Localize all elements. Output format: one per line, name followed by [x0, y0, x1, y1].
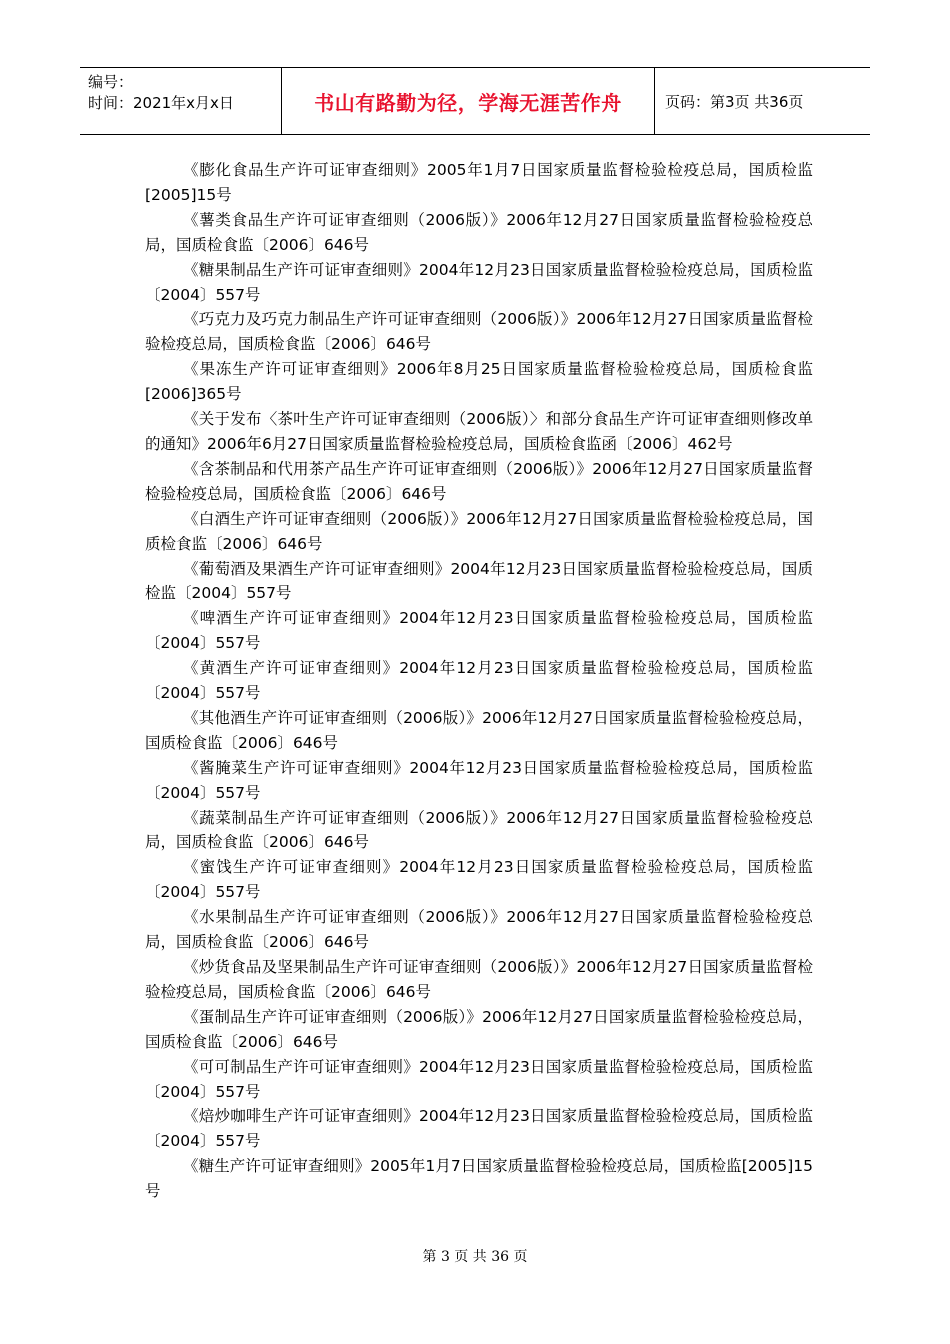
page-header: [80, 67, 870, 135]
list-item: 《糖生产许可证审查细则》2005年1月7日国家质量监督检验检疫总局，国质检监[2005]15号: [145, 1157, 813, 1201]
list-item: 《薯类食品生产许可证审查细则（2006版）》2006年12月27日国家质量监督检验检疫总局，国质检食监〔2006〕646号: [145, 210, 813, 254]
regulation-list: [145, 158, 813, 1204]
page-info-cell: [655, 68, 870, 134]
motto-text: 书山有路勤为径，学海无涯苦作舟: [314, 90, 622, 115]
list-item: 《膨化食品生产许可证审查细则》2005年1月7日国家质量监督检验检疫总局，国质检监[2005]15号: [145, 161, 813, 204]
list-item: 《其他酒生产许可证审查细则（2006版）》2006年12月27日国家质量监督检验检疫总局，国质检食监〔2006〕646号: [145, 708, 813, 752]
list-item: 《炒货食品及坚果制品生产许可证审查细则（2006版）》2006年12月27日国家质量监督检验检疫总局，国质检食监〔2006〕646号: [145, 958, 813, 1001]
list-item: 《巧克力及巧克力制品生产许可证审查细则（2006版）》2006年12月27日国家质量监督检验检疫总局，国质检食监〔2006〕646号: [145, 310, 813, 354]
list-item: 《可可制品生产许可证审查细则》2004年12月23日国家质量监督检验检疫总局，国质检监〔2004〕557号: [145, 1057, 813, 1101]
header-meta-cell: [80, 68, 282, 134]
list-item: 《蛋制品生产许可证审查细则（2006版）》2006年12月27日国家质量监督检验检疫总局，国质检食监〔2006〕646号: [145, 1007, 813, 1051]
list-item: 《果冻生产许可证审查细则》2006年8月25日国家质量监督检验检疫总局，国质检食监[2006]365号: [145, 360, 813, 404]
list-item: 《关于发布〈茶叶生产许可证审查细则（2006版）〉和部分食品生产许可证审查细则修改单的通知》2006年6月27日国家质量监督检验检疫总局，国质检食监函〔2006〕462号: [145, 410, 813, 453]
list-item: 《水果制品生产许可证审查细则（2006版）》2006年12月27日国家质量监督检验检疫总局，国质检食监〔2006〕646号: [145, 908, 813, 952]
date-label: 时间：2021年x月x日: [88, 94, 234, 112]
list-item: 《黄酒生产许可证审查细则》2004年12月23日国家质量监督检验检疫总局，国质检监〔2004〕557号: [145, 659, 813, 703]
page-footer: [0, 1246, 950, 1266]
footer-page-number: 第 3 页 共 36 页: [422, 1249, 528, 1265]
list-item: 《葡萄酒及果酒生产许可证审查细则》2004年12月23日国家质量监督检验检疫总局，国质检监〔2004〕557号: [145, 559, 813, 603]
page-info-text: 页码：第3页 共36页: [665, 92, 804, 111]
list-item: 《蜜饯生产许可证审查细则》2004年12月23日国家质量监督检验检疫总局，国质检监〔2004〕557号: [145, 858, 813, 902]
list-item: 《啤酒生产许可证审查细则》2004年12月23日国家质量监督检验检疫总局，国质检监〔2004〕557号: [145, 609, 813, 653]
list-item: 《酱腌菜生产许可证审查细则》2004年12月23日国家质量监督检验检疫总局，国质检监〔2004〕557号: [145, 758, 813, 802]
doc-number-label: 编号：: [88, 73, 134, 91]
list-item: 《蔬菜制品生产许可证审查细则（2006版）》2006年12月27日国家质量监督检验检疫总局，国质检食监〔2006〕646号: [145, 808, 813, 852]
motto-cell: [282, 68, 655, 134]
list-item: 《含茶制品和代用茶产品生产许可证审查细则（2006版）》2006年12月27日国家质量监督检验检疫总局，国质检食监〔2006〕646号: [145, 459, 813, 503]
list-item: 《焙炒咖啡生产许可证审查细则》2004年12月23日国家质量监督检验检疫总局，国质检监〔2004〕557号: [145, 1107, 813, 1151]
list-item: 《糖果制品生产许可证审查细则》2004年12月23日国家质量监督检验检疫总局，国质检监〔2004〕557号: [145, 260, 813, 304]
list-item: 《白酒生产许可证审查细则（2006版）》2006年12月27日国家质量监督检验检疫总局，国质检食监〔2006〕646号: [145, 509, 813, 553]
